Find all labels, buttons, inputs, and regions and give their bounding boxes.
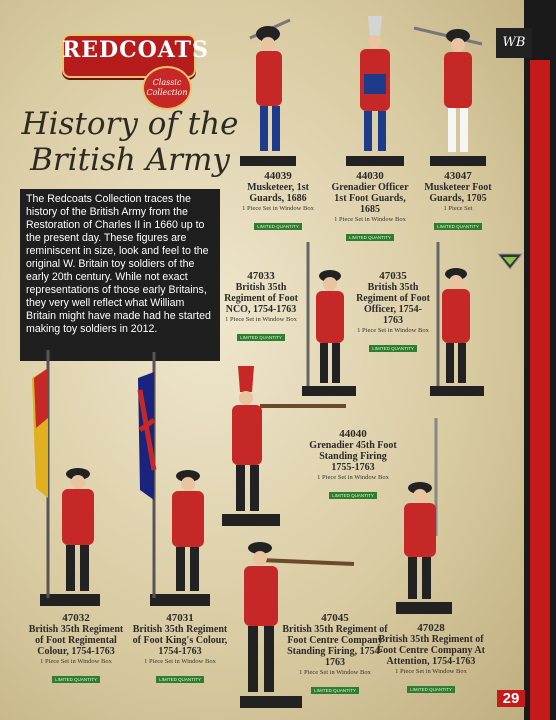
product-code: 43047 bbox=[444, 170, 472, 182]
redcoats-logo bbox=[62, 24, 209, 97]
product-44040 bbox=[308, 428, 398, 501]
product-47031 bbox=[130, 612, 230, 685]
product-code: 47031 bbox=[166, 612, 194, 624]
product-pack: 1 Piece Set bbox=[443, 205, 473, 212]
limited-badge: LIMITED QUANTITY bbox=[237, 334, 285, 341]
product-pack: 1 Piece Set in Window Box bbox=[242, 205, 314, 212]
product-code: 47045 bbox=[321, 612, 349, 624]
product-name: British 35th Regiment of Foot Centre Company Standing Firing, 1754-1763 bbox=[282, 624, 388, 668]
limited-badge: LIMITED QUANTITY bbox=[254, 223, 302, 230]
figure-43047 bbox=[412, 18, 506, 168]
product-name: British 35th Regiment of Foot Officer, 1754-1763 bbox=[356, 282, 430, 326]
product-name: Grenadier Officer 1st Foot Guards, 1685 bbox=[331, 182, 409, 215]
product-pack: 1 Piece Set in Window Box bbox=[144, 658, 216, 665]
limited-badge: LIMITED QUANTITY bbox=[52, 676, 100, 683]
product-pack: 1 Piece Set in Window Box bbox=[395, 668, 467, 675]
page-heading bbox=[20, 106, 240, 178]
intro-text: The Redcoats Collection traces the history of the British Army from the Restoration of Charles II in 1660 up to the present day. These figures are reminiscent in size, look and feel to the original W. Britain toy soldiers of the early 20th century. While not exact representations of those early Britains, they very well reflect what William Britain might have made had he started making toy soldiers in 2012. bbox=[20, 189, 220, 361]
heading-line-1: History of the bbox=[21, 106, 239, 142]
product-43047 bbox=[420, 170, 496, 232]
product-code: 47032 bbox=[62, 612, 90, 624]
product-47032 bbox=[24, 612, 128, 685]
product-code: 47033 bbox=[247, 270, 275, 282]
product-47035 bbox=[356, 270, 430, 354]
product-code: 44039 bbox=[264, 170, 292, 182]
product-name: British 35th Regiment of Foot Regimental Colour, 1754-1763 bbox=[28, 624, 124, 657]
figure-47032 bbox=[26, 348, 108, 610]
red-stripe bbox=[530, 60, 550, 720]
product-pack: 1 Piece Set in Window Box bbox=[299, 669, 371, 676]
limited-badge: LIMITED QUANTITY bbox=[311, 687, 359, 694]
figure-47028 bbox=[392, 416, 458, 616]
product-code: 47028 bbox=[417, 622, 445, 634]
heading-line-2: British Army bbox=[30, 142, 230, 178]
crest-icon bbox=[497, 252, 523, 270]
product-47045 bbox=[282, 612, 388, 696]
product-47028 bbox=[376, 622, 486, 695]
figure-47031 bbox=[136, 350, 220, 610]
product-44030 bbox=[326, 170, 414, 243]
logo-seal: Classic Collection bbox=[142, 66, 192, 110]
product-pack: 1 Piece Set in Window Box bbox=[225, 316, 297, 323]
product-name: Grenadier 45th Foot Standing Firing 1755-1763 bbox=[309, 440, 397, 473]
page-number: 29 bbox=[497, 690, 525, 707]
product-name: British 35th Regiment of Foot King's Colour, 1754-1763 bbox=[132, 624, 228, 657]
product-code: 47035 bbox=[379, 270, 407, 282]
product-code: 44030 bbox=[356, 170, 384, 182]
logo-text: REDCOATS bbox=[62, 37, 209, 63]
limited-badge: LIMITED QUANTITY bbox=[346, 234, 394, 241]
limited-badge: LIMITED QUANTITY bbox=[156, 676, 204, 683]
product-name: British 35th Regiment of Foot NCO, 1754-1763 bbox=[224, 282, 298, 315]
product-name: Musketeer, 1st Guards, 1686 bbox=[247, 182, 309, 204]
product-44039 bbox=[238, 170, 318, 232]
side-edge-bar bbox=[524, 0, 556, 720]
limited-badge: LIMITED QUANTITY bbox=[329, 492, 377, 499]
limited-badge: LIMITED QUANTITY bbox=[407, 686, 455, 693]
product-name: British 35th Regiment of Foot Centre Company At Attention, 1754-1763 bbox=[377, 634, 485, 667]
product-pack: 1 Piece Set in Window Box bbox=[357, 327, 429, 334]
figure-44030 bbox=[334, 14, 418, 169]
limited-badge: LIMITED QUANTITY bbox=[369, 345, 417, 352]
product-pack: 1 Piece Set in Window Box bbox=[40, 658, 112, 665]
figure-47035 bbox=[424, 240, 490, 400]
limited-badge: LIMITED QUANTITY bbox=[434, 223, 482, 230]
product-pack: 1 Piece Set in Window Box bbox=[334, 216, 406, 223]
product-name: Musketeer Foot Guards, 1705 bbox=[424, 182, 492, 204]
product-pack: 1 Piece Set in Window Box bbox=[317, 474, 389, 481]
product-47033 bbox=[224, 270, 298, 343]
figure-44039 bbox=[230, 18, 314, 168]
product-code: 44040 bbox=[339, 428, 367, 440]
brand-tab-icon: WB bbox=[496, 28, 532, 58]
